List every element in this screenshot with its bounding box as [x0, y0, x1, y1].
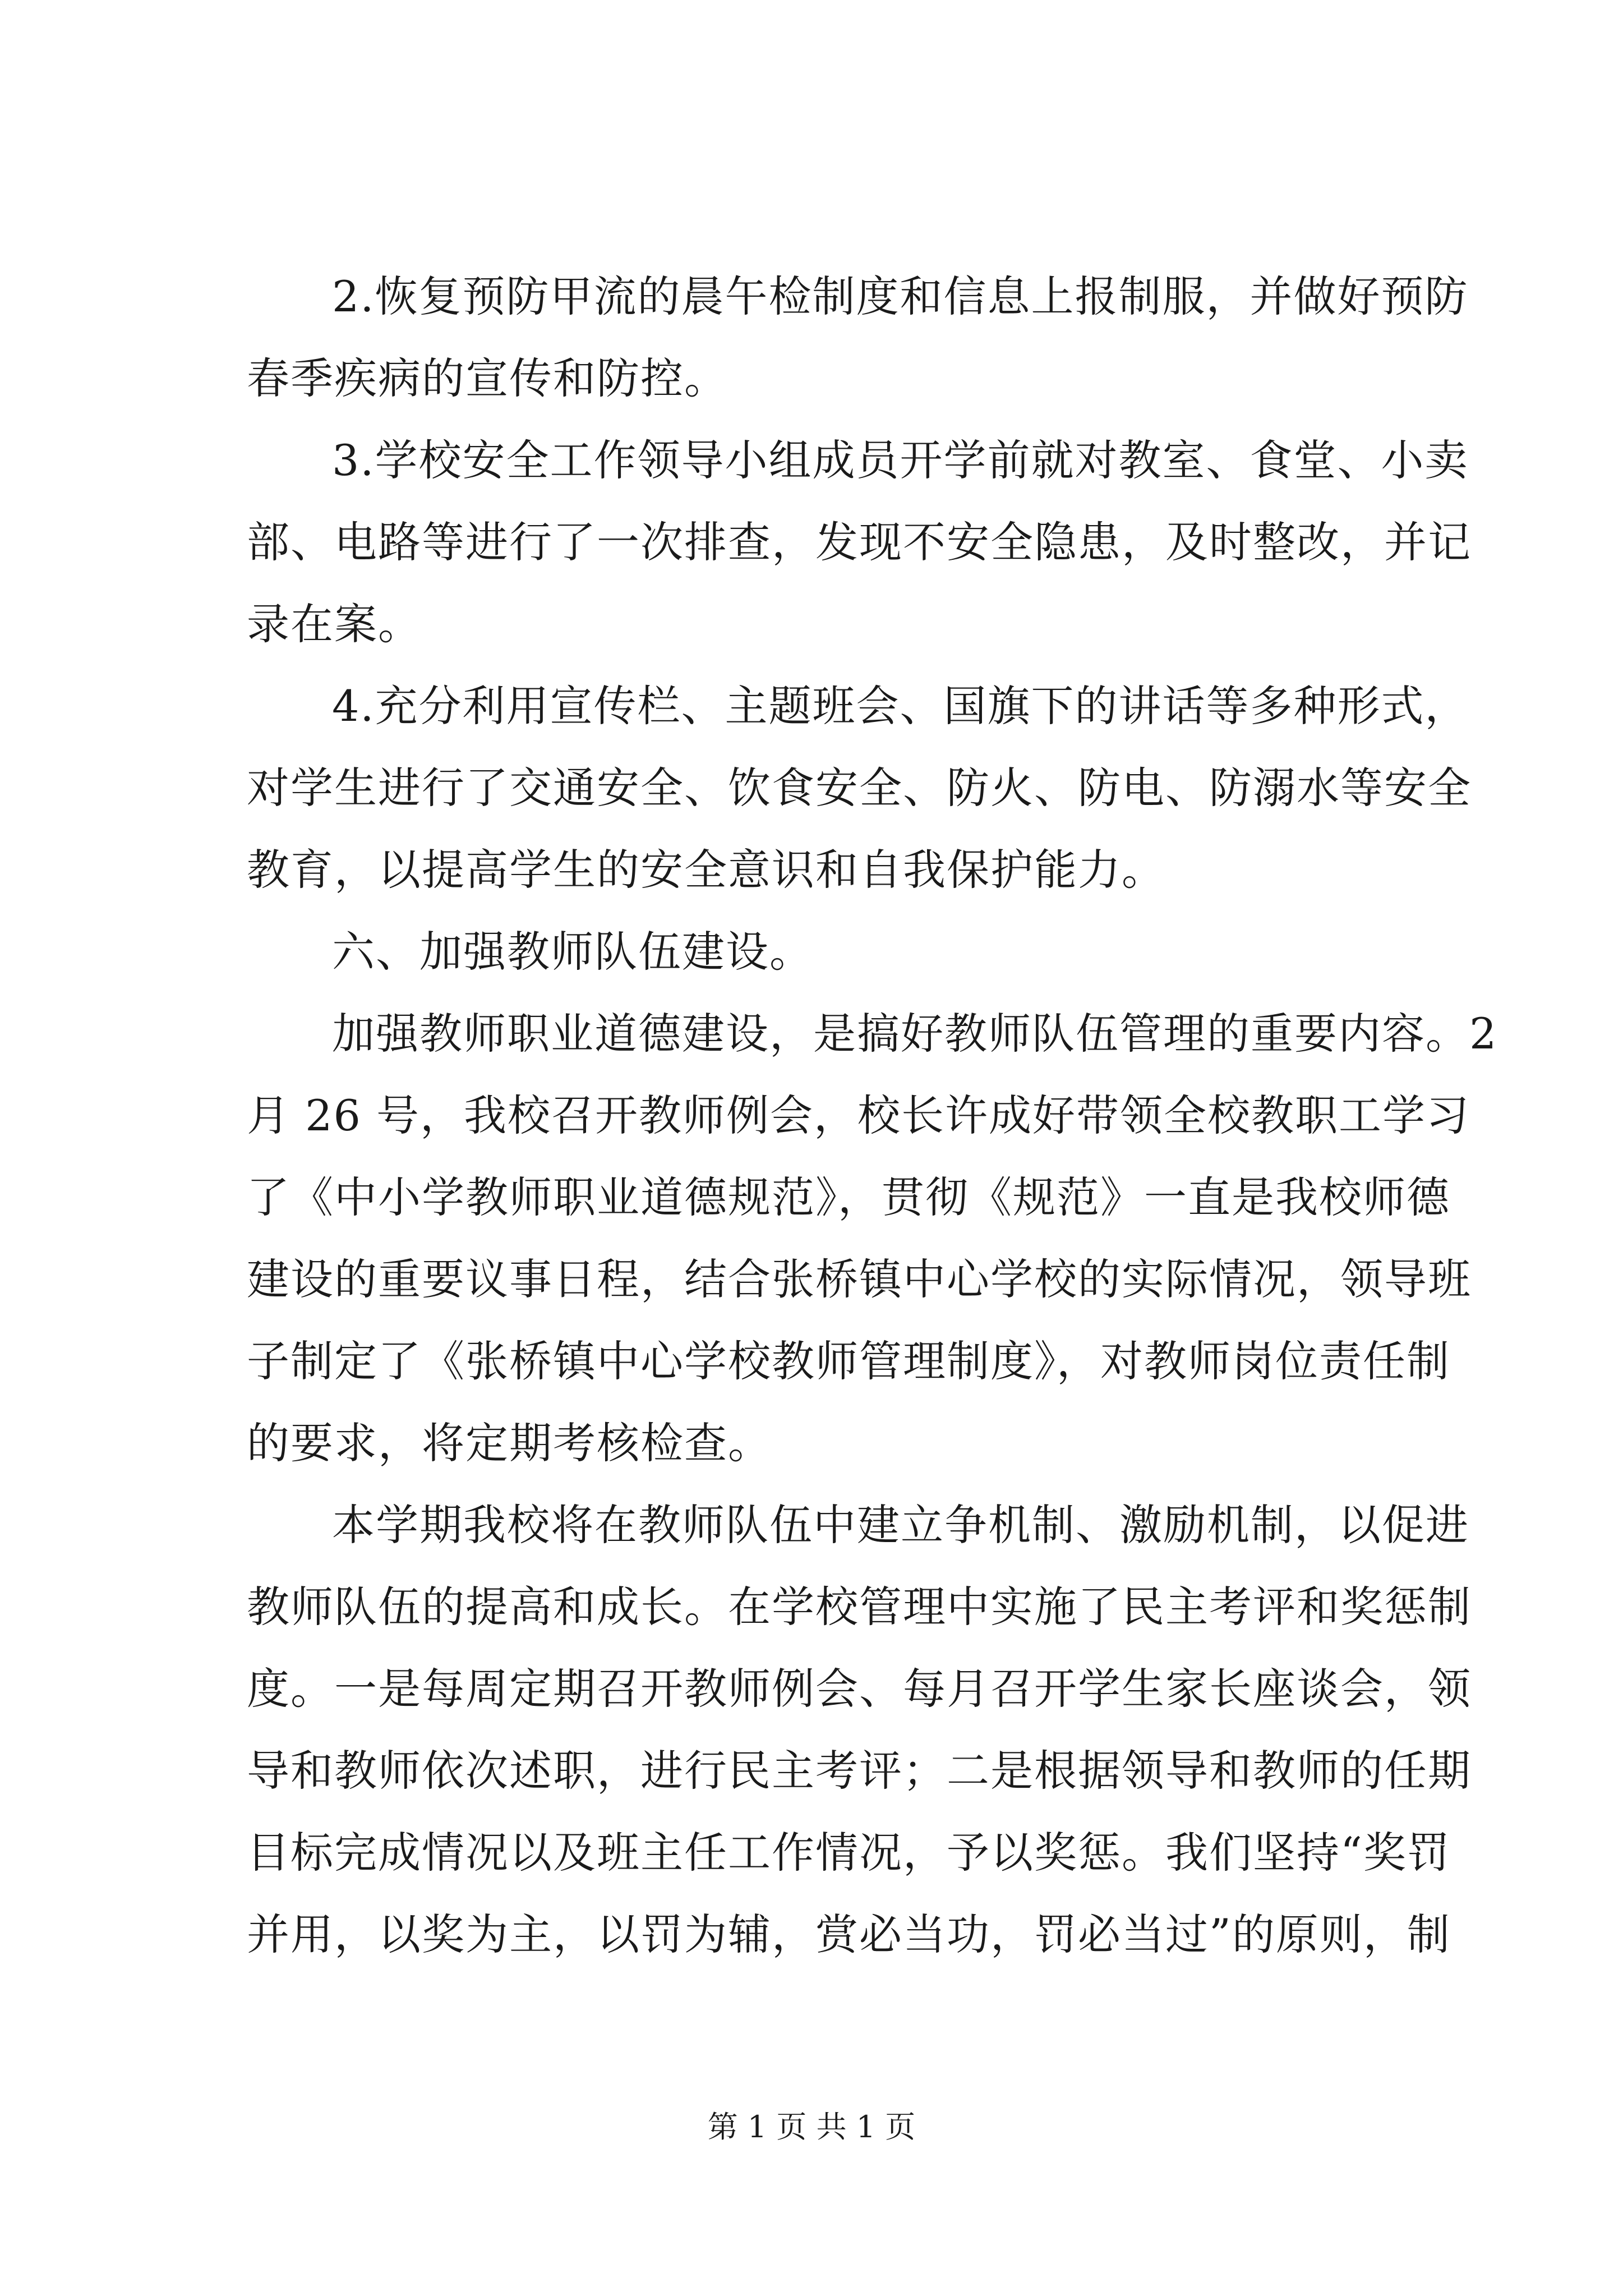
text-line: 2.恢复预防甲流的晨午检制度和信息上报制服，并做好预防 — [332, 272, 1469, 321]
text-line: 部、电路等进行了一次排查，发现不安全隐患，及时整改，并记 — [247, 517, 1472, 567]
text-line: 并用，以奖为主，以罚为辅，赏必当功，罚必当过”的原则，制 — [247, 1910, 1451, 1959]
text-line: 春季疾病的宣传和防控。 — [247, 353, 728, 403]
paragraph-item-4 — [247, 665, 1472, 911]
text-line: 录在案。 — [247, 599, 422, 649]
paragraph-item-3 — [247, 420, 1472, 665]
text-line: 导和教师依次述职，进行民主考评；二是根据领导和教师的任期 — [247, 1746, 1472, 1796]
text-line: 本学期我校将在教师队伍中建立争机制、激励机制，以促进 — [332, 1500, 1469, 1550]
paragraph-item-2 — [247, 256, 1469, 420]
text-line: 对学生进行了交通安全、饮食安全、防火、防电、防溺水等安全 — [247, 763, 1472, 813]
text-line: 六、加强教师队伍建设。 — [332, 927, 813, 977]
document-body — [247, 256, 1498, 1976]
text-line: 的要求，将定期考核检查。 — [247, 1418, 772, 1468]
text-line: 加强教师职业道德建设，是搞好教师队伍管理的重要内容。2 — [332, 1009, 1498, 1059]
paragraph-incentive — [247, 1484, 1472, 1976]
text-line: 目标完成情况以及班主任工作情况，予以奖惩。我们坚持“奖罚 — [247, 1828, 1451, 1878]
text-line: 度。一是每周定期召开教师例会、每月召开学生家长座谈会，领 — [247, 1664, 1472, 1714]
text-line: 月 26 号，我校召开教师例会，校长许成好带领全校教职工学习 — [247, 1091, 1470, 1140]
text-line: 建设的重要议事日程，结合张桥镇中心学校的实际情况，领导班 — [247, 1254, 1472, 1304]
text-line: 4.充分利用宣传栏、主题班会、国旗下的讲话等多种形式， — [332, 681, 1469, 731]
text-line: 了《中小学教师职业道德规范》，贯彻《规范》一直是我校师德 — [247, 1172, 1450, 1222]
page-footer — [0, 2105, 1623, 2150]
text-line: 子制定了《张桥镇中心学校教师管理制度》，对教师岗位责任制 — [247, 1336, 1450, 1386]
page-number-label: 第 1 页 共 1 页 — [707, 2109, 916, 2145]
text-line: 3.学校安全工作领导小组成员开学前就对教室、食堂、小卖 — [332, 435, 1469, 485]
text-line: 教育，以提高学生的安全意识和自我保护能力。 — [247, 845, 1165, 895]
text-line: 教师队伍的提高和成长。在学校管理中实施了民主考评和奖惩制 — [247, 1582, 1472, 1632]
section-heading — [247, 911, 1436, 993]
paragraph-teacher-ethics — [247, 993, 1498, 1484]
